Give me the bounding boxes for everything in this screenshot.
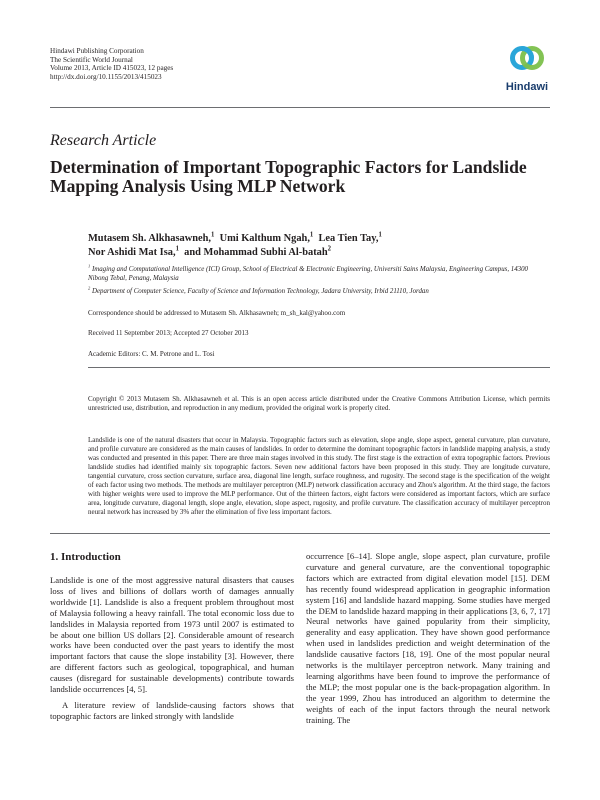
author-name: Mutasem Sh. Alkhasawneh, — [88, 233, 211, 244]
section-heading: 1. Introduction — [50, 551, 121, 563]
author-affiliation-mark: 2 — [327, 245, 332, 253]
affiliation-number: 2 — [88, 285, 91, 291]
logo-wordmark: Hindawi — [505, 81, 549, 93]
intro-paragraph-1: Landslide is one of the most aggressive natural disasters that causes loss of lives and billions of dollars worth of damages annually worldwide [1]. Landslide is also a frequent problem throughout most of Malaysia following a heavy rainfall. The total economic loss due to landslides in Malaysia reported from 1973 until 2007 is estimated to be about one billion US dollars [2]. Considerable amount of research works have been conducted over the past years to identify the most important factors that cause the slope instability [3]. However, there are different factors such as geological, topographical, and human causes (disregard for sustainable developments) contribute towards landslide occurrences [4, 5]. — [50, 575, 294, 695]
author-list — [88, 232, 548, 260]
journal-name: The Scientific World Journal — [50, 55, 133, 64]
affiliation-2 — [88, 285, 548, 297]
header-rule — [50, 107, 550, 108]
volume-line: Volume 2013, Article ID 415023, 12 pages — [50, 64, 174, 73]
hindawi-logo — [497, 38, 557, 93]
left-column — [50, 575, 294, 722]
doi-link[interactable]: http://dx.doi.org/10.1155/2013/415023 — [50, 72, 162, 81]
paper-title: Determination of Important Topographic Factors for Landslide Mapping Analysis Using MLP Network — [50, 157, 527, 196]
copyright-notice: Copyright © 2013 Mutasem Sh. Alkhasawneh et al. This is an open access article distributed under the Creative Commons Attribution License, which permits unrestricted use, distribution, and reproduction in any medium, provided the original work is properly cited. — [88, 395, 550, 412]
author-name: Lea Tien Tay, — [318, 233, 379, 244]
article-type: Research Article — [50, 132, 157, 149]
affiliation-number: 1 — [88, 263, 91, 269]
meta-rule — [88, 367, 550, 368]
academic-editors: Academic Editors: C. M. Petrone and L. Tosi — [88, 350, 215, 358]
intro-paragraph-3: occurrence [6–14]. Slope angle, slope aspect, plan curvature, profile curvature and general curvature, are the conventional topographic factors which are extracted from digital elevation model [15]. DEM has recently found widespread application in geographic information system [16] and landslide hazard mapping. Some studies have merged the DEM to landslide hazard mapping in their applications [3, 6, 7, 17] Neural networks have gained popularity from their simplicity, generality and easy application. They have shown good performance when used in landslides prediction and weight determination of the landslide causative factors [18, 19]. One of the most popular neural networks is the multilayer perceptron network. Many training and learning algorithms have been found to improve the performance of the MLP; the most popular one is the back-propagation algorithm. In the year 1999, Zhou has introduced an algorithm to determine the weights of each of the input factors through the neural network training. The — [306, 551, 550, 725]
author-name: Umi Kalthum Ngah, — [219, 233, 310, 244]
affiliation-text: Imaging and Computational Intelligence (ICI) Group, School of Electrical & Electronic Engineering, Universiti Sains Malaysia, Engineering Campus, 14300 Nibong Tebal, Penang, Malaysia — [88, 266, 528, 282]
intro-paragraph-2: A literature review of landslide-causing factors shows that topographic factors are linked strongly with landslide — [50, 699, 294, 721]
author-affiliation-mark: 1 — [210, 231, 215, 239]
author-affiliation-mark: 1 — [175, 245, 179, 253]
affiliation-1 — [88, 263, 548, 284]
publisher-name: Hindawi Publishing Corporation — [50, 47, 144, 55]
author-affiliation-mark: 1 — [309, 231, 314, 239]
hindawi-rings-icon — [507, 38, 547, 78]
author-name: and Mohammad Subhi Al-batah — [184, 247, 328, 258]
publication-info — [50, 47, 173, 81]
author-name: Nor Ashidi Mat Isa, — [88, 247, 176, 258]
abstract-rule — [50, 533, 550, 534]
abstract: Landslide is one of the natural disasters that occur in Malaysia. Topographic factors such as elevation, slope angle, slope aspect, general curvature, plan curvature, and profile curvature are considered as the main causes of landslides. In order to determine the dominant topographic factors in landslide mapping analysis, a study was conducted and presented in this paper. There are three main stages involved in this study. The first stage is the extraction of extra topographic factors. Previous landslide studies had identified mainly six topographic factors. Seven new additional factors have been proposed in this study. They are longitude curvature, tangential curvature, cross section curvature, surface area, diagonal line length, surface roughness, and rugosity. The second stage is the specification of the weight of each factor using two methods. The methods are multilayer perceptron (MLP) network classification accuracy and Zhou's algorithm. At the third stage, the factors with higher weights were used to improve the MLP performance. Out of the thirteen factors, eight factors were considered as important factors, which are surface area, longitude curvature, diagonal length, slope angle, elevation, slope aspect, rugosity, and profile curvature. The classification accuracy of multilayer perceptron neural network has increased by 3% after the elimination of five less important factors. — [88, 436, 550, 516]
received-accepted-dates: Received 11 September 2013; Accepted 27 October 2013 — [88, 329, 249, 337]
correspondence-line: Correspondence should be addressed to Mutasem Sh. Alkhasawneh; m_sh_kal@yahoo.com — [88, 309, 346, 317]
right-column — [306, 551, 550, 726]
author-affiliation-mark: 1 — [378, 231, 382, 239]
affiliation-text: Department of Computer Science, Faculty of Science and Information Technology, Jadara University, Irbid 21110, Jordan — [91, 288, 429, 295]
